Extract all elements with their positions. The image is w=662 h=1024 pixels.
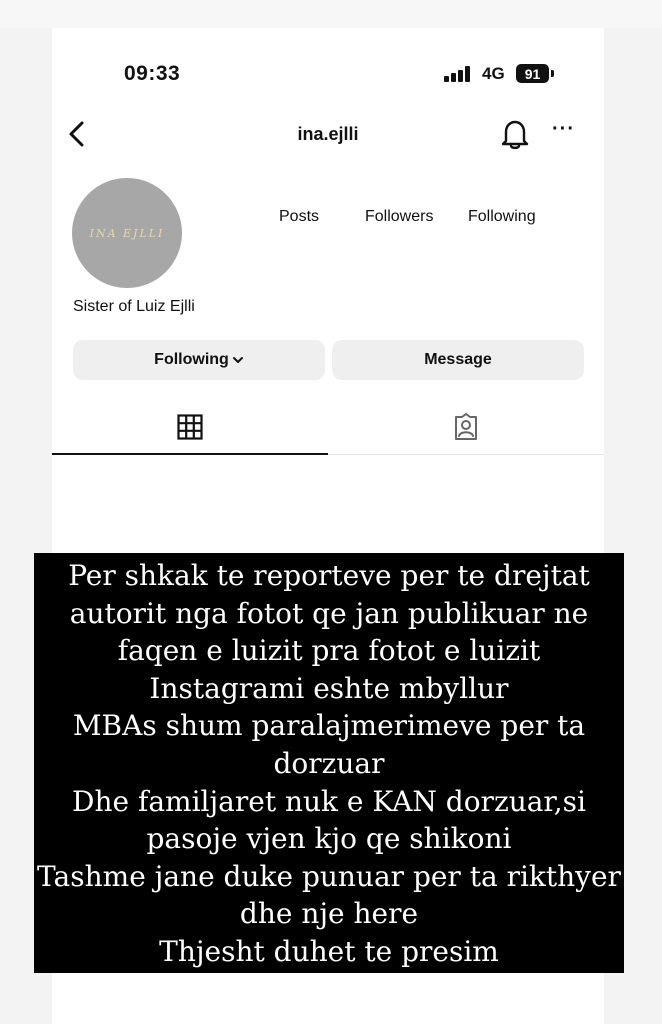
overlay-line: Dhe familjaret nuk e KAN dorzuar,si [72,784,586,818]
battery-icon: 91 [516,64,549,83]
message-button[interactable] [332,340,584,380]
overlay-line: autorit nga fotot qe jan publikuar ne [69,596,589,630]
profile-bio: Sister of Luiz Ejlli [73,298,195,315]
overlay-line: Thjesht duhet te presim [159,934,499,968]
avatar[interactable] [72,178,182,288]
avatar-logo-text: INA EJLLI [89,226,165,240]
active-tab-indicator [52,453,328,455]
background-top [0,0,662,28]
chevron-down-icon [232,355,244,365]
tagged-icon [452,413,480,441]
message-button-label: Message [424,351,492,368]
tab-tagged[interactable] [328,400,604,454]
tab-grid[interactable] [52,400,328,454]
battery-tip [551,70,554,77]
overlay-line: pasoje vjen kjo qe shikoni [146,822,512,856]
profile-username: ina.ejlli [297,124,359,144]
status-bar [52,28,604,108]
overlay-line: Tashme jane duke punuar per ta rikthyer [37,859,621,893]
following-button[interactable] [73,340,325,380]
bell-icon[interactable] [501,118,529,150]
profile-tabs [52,400,604,455]
overlay-line: Instagrami eshte mbyllur [149,671,509,705]
followers-stat[interactable]: Followers [365,208,434,225]
network-type: 4G [482,64,505,83]
following-button-label: Following [154,351,229,368]
more-horizontal-icon[interactable]: ··· [552,118,575,140]
overlay-line: dorzuar [273,746,385,780]
overlay-line: MBAs shum paralajmerimeve per ta [72,709,586,743]
grid-icon [177,414,203,440]
overlay-line: dhe nje here [239,897,419,931]
story-text-overlay [34,553,624,973]
overlay-line: Per shkak te reporteve per te drejtat [68,559,590,592]
following-stat[interactable]: Following [468,208,536,225]
profile-header [52,108,604,160]
signal-icon [444,66,474,82]
status-time: 09:33 [124,62,181,85]
posts-stat[interactable]: Posts [279,208,320,225]
overlay-line: faqen e luizit pra fotot e luizit [117,634,541,668]
